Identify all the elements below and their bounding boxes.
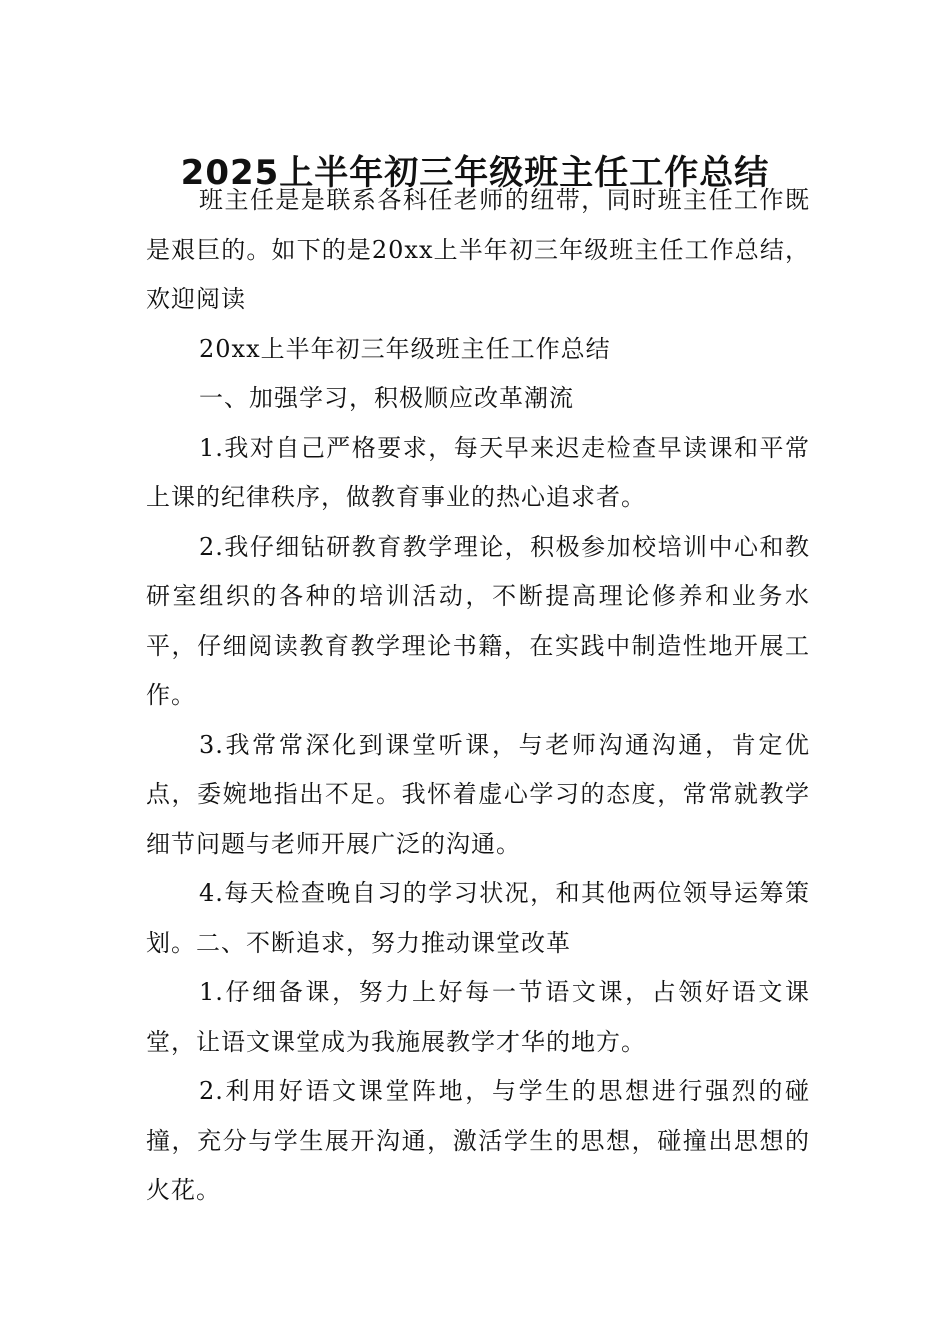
paragraph-2: 2.我仔细钻研教育教学理论，积极参加校培训中心和教研室组织的各种的培训活动，不断提高理论修养和业务水平，仔细阅读教育教学理论书籍，在实践中制造性地开展工作。 [146,532,810,709]
section-heading-1: 一、加强学习，积极顺应改革潮流 [199,384,574,412]
subtitle-paragraph: 20xx上半年初三年级班主任工作总结 [199,334,611,363]
paragraph-5: 1.仔细备课，努力上好每一节语文课，占领好语文课堂，让语文课堂成为我施展教学才华的地方。 [146,978,810,1056]
intro-paragraph: 班主任是是联系各科任老师的纽带，同时班主任工作既是艰巨的。如下的是20xx上半年初三年级班主任工作总结，欢迎阅读 [146,186,810,313]
document-title: 2025上半年初三年级班主任工作总结 [180,152,770,193]
paragraph-4: 4.每天检查晚自习的学习状况，和其他两位领导运筹策划。二、不断追求，努力推动课堂改革 [146,879,810,957]
document-body [146,176,810,1216]
paragraph-6: 2.利用好语文课堂阵地，与学生的思想进行强烈的碰撞，充分与学生展开沟通，激活学生的思想，碰撞出思想的火花。 [146,1077,810,1204]
paragraph-1: 1.我对自己严格要求，每天早来迟走检查早读课和平常上课的纪律秩序，做教育事业的热心追求者。 [146,433,810,511]
paragraph-3: 3.我常常深化到课堂听课，与老师沟通沟通，肯定优点，委婉地指出不足。我怀着虚心学习的态度，常常就教学细节问题与老师开展广泛的沟通。 [146,730,810,858]
